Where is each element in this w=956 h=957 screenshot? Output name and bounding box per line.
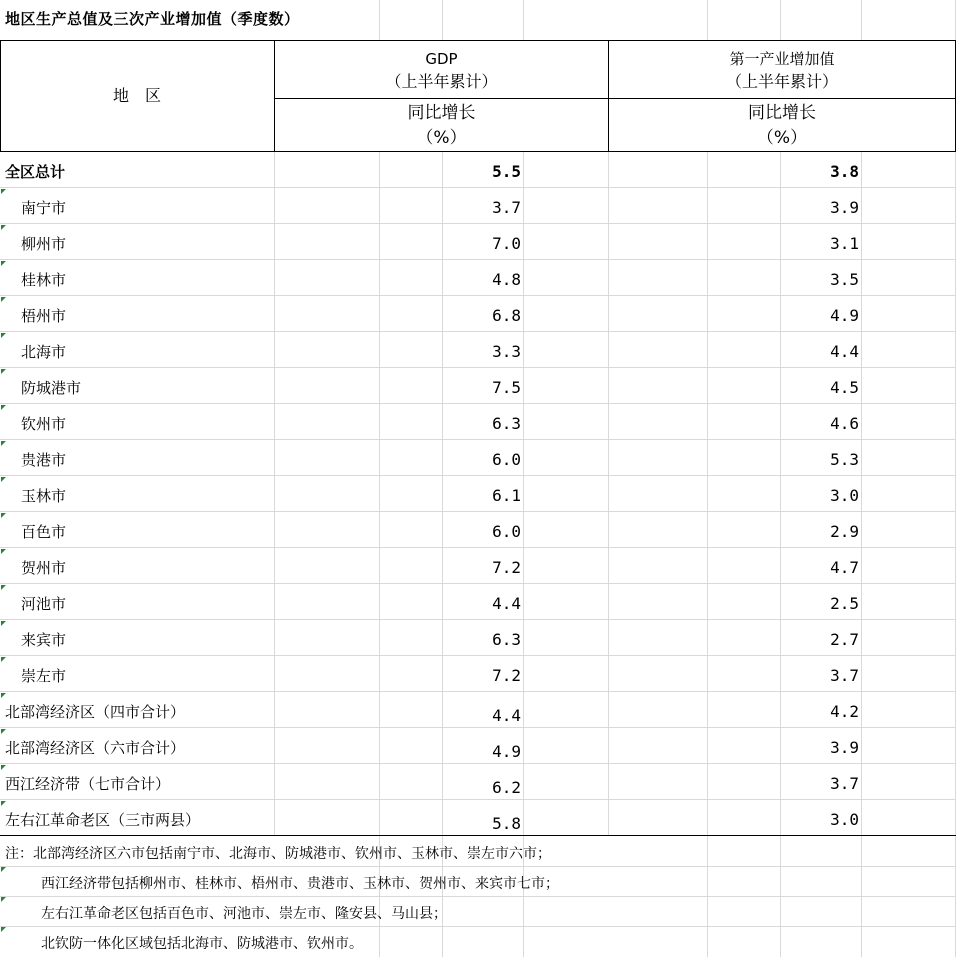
cell-flag-icon — [1, 333, 6, 338]
region-name: 桂林市 — [21, 271, 67, 289]
table-row — [0, 692, 956, 728]
region-name: 贵港市 — [21, 451, 67, 469]
cell-flag-icon — [1, 369, 6, 374]
primary-growth: 3.5 — [830, 270, 859, 289]
gdp-growth: 7.5 — [492, 378, 521, 397]
grid-line — [0, 926, 956, 927]
cell-flag-icon — [1, 765, 6, 770]
footnote: 西江经济带包括柳州市、桂林市、梧州市、贵港市、玉林市、贺州市、来宾市七市； — [41, 876, 559, 892]
primary-unit-header: （%） — [756, 128, 808, 148]
table-row — [0, 728, 956, 764]
table-row — [0, 404, 956, 440]
primary-growth: 2.5 — [830, 594, 859, 613]
table-row — [0, 260, 956, 296]
gdp-growth: 4.9 — [492, 742, 521, 761]
primary-growth: 3.7 — [830, 666, 859, 685]
cell-flag-icon — [1, 297, 6, 302]
gdp-growth: 4.4 — [492, 706, 521, 725]
cell-flag-icon — [1, 729, 6, 734]
cell-flag-icon — [1, 801, 6, 806]
primary-header-sub: （上半年累计） — [725, 72, 838, 91]
cell-flag-icon — [1, 927, 6, 932]
table-row — [0, 656, 956, 692]
cell-flag-icon — [1, 189, 6, 194]
primary-growth: 3.0 — [830, 810, 859, 829]
cell-flag-icon — [1, 405, 6, 410]
primary-metric-header: 同比增长 — [748, 103, 816, 123]
header-mid-border — [274, 98, 956, 99]
region-name: 北部湾经济区（四市合计） — [5, 703, 186, 721]
region-name: 北部湾经济区（六市合计） — [5, 739, 186, 757]
region-name: 左右江革命老区（三市两县） — [5, 811, 201, 829]
gdp-growth: 7.2 — [492, 558, 521, 577]
gdp-metric-header: 同比增长 — [407, 103, 476, 123]
gdp-header-sub: （上半年累计） — [385, 72, 498, 91]
table-row — [0, 512, 956, 548]
cell-flag-icon — [1, 225, 6, 230]
gdp-header-title: GDP — [425, 50, 458, 68]
gdp-growth: 6.0 — [492, 522, 521, 541]
table-row — [0, 584, 956, 620]
grid-line — [0, 866, 956, 867]
region-name: 柳州市 — [21, 235, 67, 253]
gdp-growth: 6.2 — [492, 778, 521, 797]
primary-header-title: 第一产业增加值 — [729, 50, 835, 68]
gdp-growth: 3.7 — [492, 198, 521, 217]
primary-growth: 3.0 — [830, 486, 859, 505]
cell-flag-icon — [1, 867, 6, 872]
gdp-growth: 4.4 — [492, 594, 521, 613]
footnote: 北钦防一体化区域包括北海市、防城港市、钦州市。 — [41, 936, 363, 952]
region-name: 来宾市 — [21, 631, 67, 649]
table-row — [0, 332, 956, 368]
region-name: 崇左市 — [21, 667, 67, 685]
cell-flag-icon — [1, 261, 6, 266]
cell-flag-icon — [1, 513, 6, 518]
primary-growth: 2.9 — [830, 522, 859, 541]
table-title: 地区生产总值及三次产业增加值（季度数） — [5, 10, 300, 28]
primary-growth: 4.6 — [830, 414, 859, 433]
table-row — [0, 476, 956, 512]
table-row — [0, 548, 956, 584]
region-name: 贺州市 — [21, 559, 67, 577]
region-name: 西江经济带（七市合计） — [5, 775, 171, 793]
primary-growth: 3.9 — [830, 738, 859, 757]
gdp-growth: 5.5 — [492, 162, 521, 181]
gdp-growth: 6.8 — [492, 306, 521, 325]
region-name: 钦州市 — [21, 415, 67, 433]
primary-growth: 4.9 — [830, 306, 859, 325]
cell-flag-icon — [1, 693, 6, 698]
region-name: 南宁市 — [21, 199, 67, 217]
cell-flag-icon — [1, 441, 6, 446]
primary-growth: 4.7 — [830, 558, 859, 577]
table-row — [0, 440, 956, 476]
table-bottom-border — [0, 835, 956, 836]
primary-growth: 3.1 — [830, 234, 859, 253]
gdp-growth: 4.8 — [492, 270, 521, 289]
table-row — [0, 620, 956, 656]
primary-growth: 4.2 — [830, 702, 859, 721]
region-name: 防城港市 — [21, 379, 82, 397]
cell-flag-icon — [1, 897, 6, 902]
footnote: 注：北部湾经济区六市包括南宁市、北海市、防城港市、钦州市、玉林市、崇左市六市； — [5, 846, 551, 862]
primary-growth: 3.9 — [830, 198, 859, 217]
cell-flag-icon — [1, 585, 6, 590]
primary-growth: 4.4 — [830, 342, 859, 361]
table-row — [0, 764, 956, 800]
region-name: 梧州市 — [21, 307, 67, 325]
footnote: 左右江革命老区包括百色市、河池市、崇左市、隆安县、马山县； — [41, 906, 447, 922]
cell-flag-icon — [1, 477, 6, 482]
gdp-growth: 7.2 — [492, 666, 521, 685]
gdp-growth: 3.3 — [492, 342, 521, 361]
gdp-growth: 6.0 — [492, 450, 521, 469]
table-row — [0, 152, 956, 188]
grid-line — [0, 896, 956, 897]
region-name: 全区总计 — [5, 163, 66, 181]
table-row — [0, 800, 956, 836]
primary-growth: 4.5 — [830, 378, 859, 397]
table-row — [0, 188, 956, 224]
table-row — [0, 224, 956, 260]
gdp-growth: 6.3 — [492, 414, 521, 433]
primary-growth: 3.8 — [830, 162, 859, 181]
cell-flag-icon — [1, 621, 6, 626]
table-row — [0, 296, 956, 332]
gdp-growth: 6.1 — [492, 486, 521, 505]
cell-flag-icon — [1, 549, 6, 554]
table-row — [0, 368, 956, 404]
primary-growth: 3.7 — [830, 774, 859, 793]
region-name: 北海市 — [21, 343, 67, 361]
region-name: 河池市 — [21, 595, 67, 613]
gdp-growth: 6.3 — [492, 630, 521, 649]
gdp-growth: 7.0 — [492, 234, 521, 253]
region-name: 玉林市 — [21, 487, 67, 505]
region-name: 百色市 — [21, 523, 67, 541]
primary-growth: 2.7 — [830, 630, 859, 649]
gdp-unit-header: （%） — [416, 128, 467, 148]
header-top-border — [0, 40, 956, 41]
cell-flag-icon — [1, 657, 6, 662]
region-header: 地 区 — [112, 86, 161, 105]
primary-growth: 5.3 — [830, 450, 859, 469]
gdp-growth: 5.8 — [492, 814, 521, 833]
